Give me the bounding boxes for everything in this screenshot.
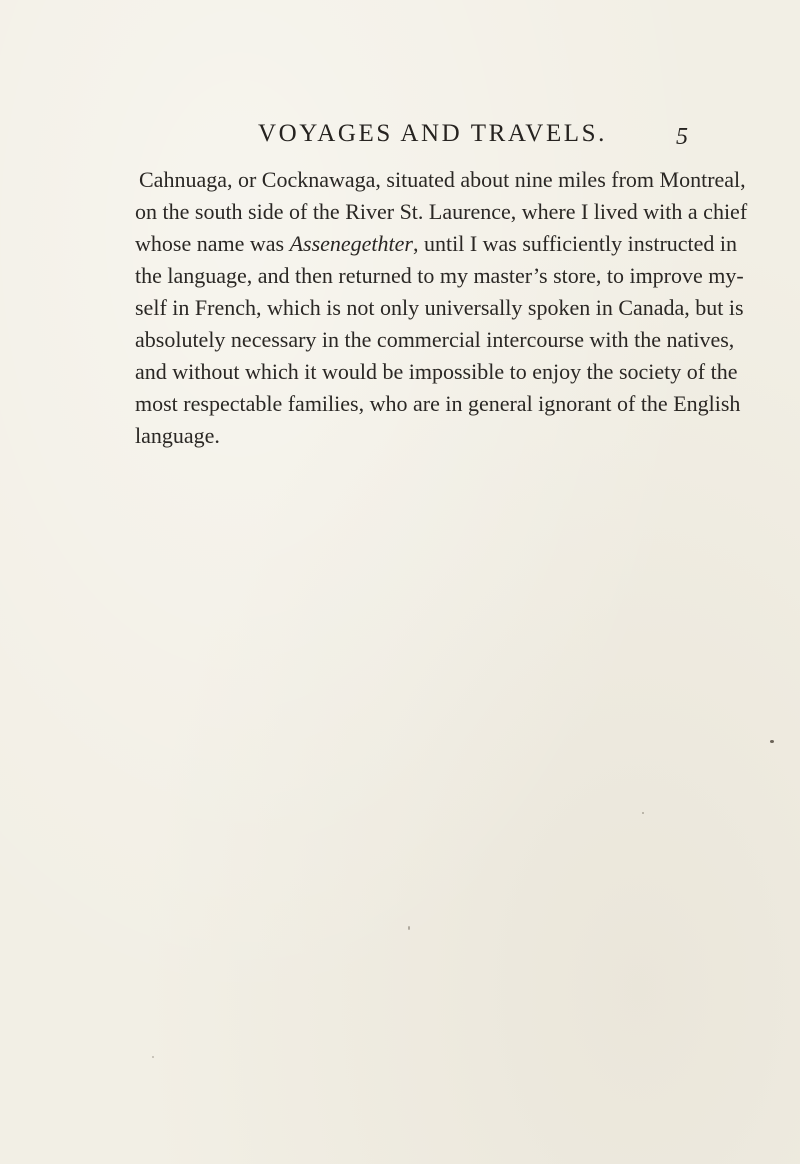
paper-speck	[152, 1056, 154, 1058]
text-line: language.	[135, 423, 220, 448]
paper-speck	[770, 740, 774, 743]
paper-speck	[408, 926, 410, 930]
chief-name: Assenegethter	[289, 231, 413, 256]
text-line: Cahnuaga, or Cocknawaga, situated about nine miles from Montreal,	[139, 167, 746, 192]
text-segment: whose name was	[135, 231, 290, 256]
text-segment: , until I was sufficiently instructed in	[412, 231, 738, 256]
running-title: VOYAGES AND TRAVELS.	[258, 120, 608, 147]
text-line: most respectable families, who are in general ignorant of the English	[135, 391, 741, 416]
page-number: 5	[676, 124, 688, 150]
text-line: on the south side of the River St. Laurence, where I lived with a chief	[135, 199, 748, 224]
paper-speck	[642, 812, 644, 814]
text-line: and without which it would be impossible to enjoy the society of the	[135, 359, 738, 384]
text-line: the language, and then returned to my master’s store, to improve my-	[135, 263, 744, 288]
text-line	[135, 228, 738, 260]
running-head	[0, 120, 800, 150]
body-paragraph	[135, 164, 748, 452]
text-line: self in French, which is not only universally spoken in Canada, but is	[135, 295, 744, 320]
text-line: absolutely necessary in the commercial intercourse with the natives,	[135, 327, 735, 352]
